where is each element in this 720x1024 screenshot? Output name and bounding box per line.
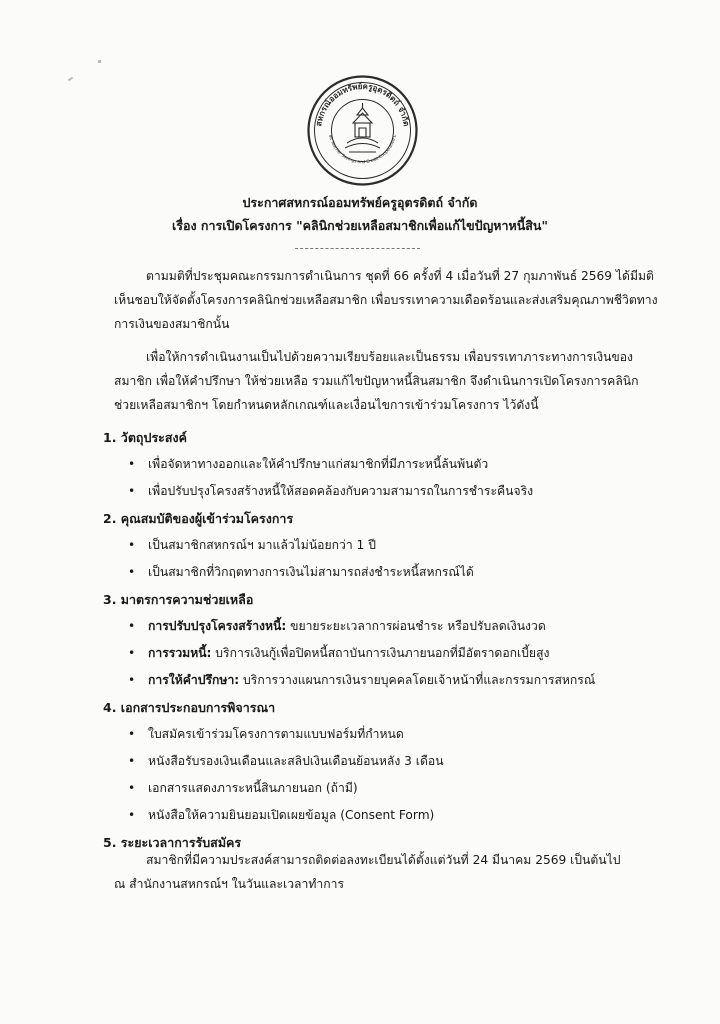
bullet-icon: •: [128, 565, 136, 579]
intro-p2-line: สมาชิก เพื่อให้คำปรึกษา ให้ช่วยเหลือ รวมแก้ไขปัญหาหนี้สินสมาชิก จึงดำเนินการเปิดโครงการคลินิก: [114, 374, 639, 388]
announcement-title: ประกาศสหกรณ์ออมทรัพย์ครูอุตรดิตถ์ จำกัด: [242, 195, 478, 210]
intro-p1-line: เห็นชอบให้จัดตั้งโครงการคลินิกช่วยเหลือสมาชิก เพื่อบรรเทาความเดือดร้อนและส่งเสริมคุณภาพชีวิตทาง: [114, 293, 658, 307]
intro-paragraph-1: [114, 264, 674, 336]
list-item: • ใบสมัครเข้าร่วมโครงการตามแบบฟอร์มที่กำหนด: [128, 727, 404, 741]
header-divider: [295, 248, 420, 249]
list-item: • การปรับปรุงโครงสร้างหนี้: ขยายระยะเวลาการผ่อนชำระ หรือปรับลดเงินงวด: [128, 619, 546, 633]
registration-line: ณ สำนักงานสหกรณ์ฯ ในวันและเวลาทำการ: [114, 877, 345, 891]
registration-period-text: [114, 848, 674, 896]
measure-label: การให้คำปรึกษา:: [148, 673, 240, 687]
bullet-icon: •: [128, 673, 136, 687]
intro-p1-line: ตามมติที่ประชุมคณะกรรมการดำเนินการ ชุดที่ 66 ครั้งที่ 4 เมื่อวันที่ 27 กุมภาพันธ์ 2569 ได้มีมติ: [146, 269, 654, 283]
bullet-icon: •: [128, 619, 136, 633]
bullet-icon: •: [128, 457, 136, 471]
section-3-title: 3. มาตรการความช่วยเหลือ: [103, 592, 254, 607]
cooperative-logo: [305, 73, 420, 188]
intro-p2-line: เพื่อให้การดำเนินงานเป็นไปด้วยความเรียบร้อยและเป็นธรรม เพื่อบรรเทาภาระทางการเงินของ: [146, 350, 634, 364]
bullet-icon: •: [128, 646, 136, 660]
list-item: • หนังสือให้ความยินยอมเปิดเผยข้อมูล (Consent Form): [128, 808, 435, 822]
list-item: • การให้คำปรึกษา: บริการวางแผนการเงินรายบุคคลโดยเจ้าหน้าที่และกรรมการสหกรณ์: [128, 673, 596, 687]
registration-line: สมาชิกที่มีความประสงค์สามารถติดต่อลงทะเบียนได้ตั้งแต่วันที่ 24 มีนาคม 2569 เป็นต้นไป: [146, 853, 621, 867]
section-2-title: 2. คุณสมบัติของผู้เข้าร่วมโครงการ: [103, 511, 294, 526]
logo-english-text: dit Teacher Savings and Credit Cooperative L: [328, 134, 397, 165]
scan-mark: [98, 60, 101, 63]
pavilion-icon: [345, 103, 380, 152]
bullet-icon: •: [128, 727, 136, 741]
bullet-icon: •: [128, 808, 136, 822]
intro-paragraph-2: [114, 345, 674, 417]
list-item: • เอกสารแสดงภาระหนี้สินภายนอก (ถ้ามี): [128, 781, 358, 795]
measure-label: การปรับปรุงโครงสร้างหนี้:: [148, 619, 287, 633]
bullet-icon: •: [128, 754, 136, 768]
list-item: • หนังสือรับรองเงินเดือนและสลิปเงินเดือนย้อนหลัง 3 เดือน: [128, 754, 444, 768]
bullet-icon: •: [128, 538, 136, 552]
announcement-subject: เรื่อง การเปิดโครงการ "คลินิกช่วยเหลือสมาชิกเพื่อแก้ไขปัญหาหนี้สิน": [171, 218, 548, 233]
list-item: • เพื่อจัดหาทางออกและให้คำปรึกษาแก่สมาชิกที่มีภาระหนี้ล้นพ้นตัว: [128, 457, 489, 471]
list-item: • เพื่อปรับปรุงโครงสร้างหนี้ให้สอดคล้องกับความสามารถในการชำระคืนจริง: [128, 484, 534, 498]
section-5-title: 5. ระยะเวลาการรับสมัคร: [103, 835, 242, 850]
bullet-icon: •: [128, 484, 136, 498]
bullet-icon: •: [128, 781, 136, 795]
logo-ring-text: สหกรณ์ออมทรัพย์ครูอุตรดิตถ์ จำกัด: [314, 81, 411, 127]
intro-p2-line: ช่วยเหลือสมาชิกฯ โดยกำหนดหลักเกณฑ์และเงื่อนไขการเข้าร่วมโครงการ ไว้ดังนี้: [114, 398, 539, 412]
measure-label: การรวมหนี้:: [148, 646, 212, 660]
list-item: • การรวมหนี้: บริการเงินกู้เพื่อปิดหนี้สถาบันการเงินภายนอกที่มีอัตราดอกเบี้ยสูง: [128, 646, 550, 660]
intro-p1-line: การเงินของสมาชิกนั้น: [114, 317, 230, 331]
list-item: • เป็นสมาชิกสหกรณ์ฯ มาแล้วไม่น้อยกว่า 1 ปี: [128, 538, 376, 552]
section-1-title: 1. วัตถุประสงค์: [103, 430, 187, 445]
scan-mark: [68, 77, 73, 82]
list-item: • เป็นสมาชิกที่วิกฤตทางการเงินไม่สามารถส่งชำระหนี้สหกรณ์ได้: [128, 565, 474, 579]
section-4-title: 4. เอกสารประกอบการพิจารณา: [103, 700, 276, 715]
